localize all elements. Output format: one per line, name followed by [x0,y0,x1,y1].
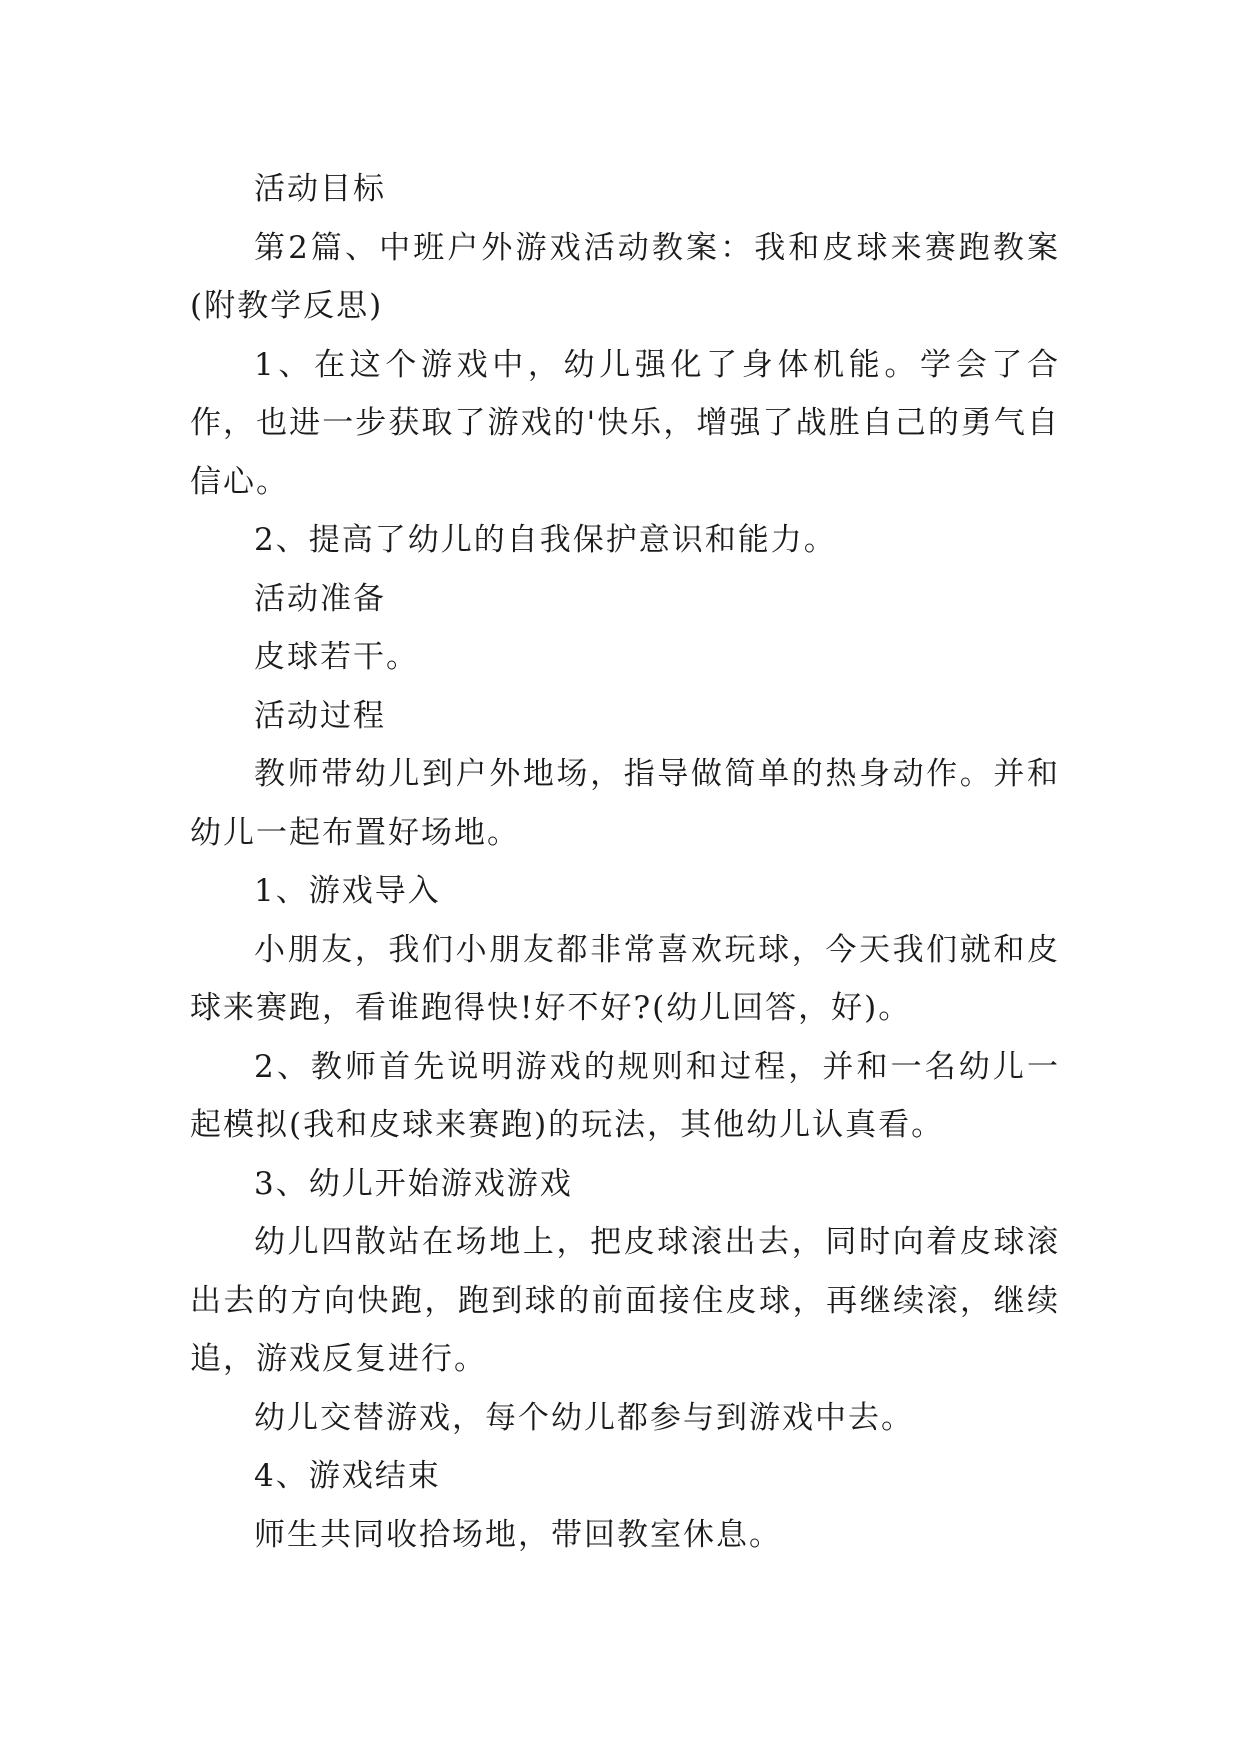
heading-activity-preparation: 活动准备 [254,580,386,617]
heading-activity-process: 活动过程 [254,697,386,734]
document-body [190,160,1060,1564]
step-1-heading: 1、游戏导入 [254,873,441,909]
step-3-text: 幼儿四散站在场地上，把皮球滚出去，同时向着皮球滚出去的方向快跑，跑到球的前面接住皮球，再继续滚，继续追，游戏反复进行。 [190,1224,1060,1377]
preparation-text: 皮球若干。 [254,639,419,675]
goal-item-2: 2、提高了幼儿的自我保护意识和能力。 [254,522,837,558]
step-2-text: 2、教师首先说明游戏的规则和过程，并和一名幼儿一起模拟(我和皮球来赛跑)的玩法，其他幼儿认真看。 [190,1048,1060,1143]
step-1-text: 小朋友，我们小朋友都非常喜欢玩球，今天我们就和皮球来赛跑，看谁跑得快!好不好?(幼儿回答，好)。 [190,931,1060,1026]
step-4-heading: 4、游戏结束 [254,1458,441,1494]
heading-activity-goals: 活动目标 [254,171,386,207]
goal-item-1: 1、在这个游戏中，幼儿强化了身体机能。学会了合作，也进一步获取了游戏的'快乐，增强了战胜自己的勇气自信心。 [190,346,1060,500]
step-3-heading: 3、幼儿开始游戏游戏 [254,1165,573,1202]
step-3-note: 幼儿交替游戏，每个幼儿都参与到游戏中去。 [254,1399,914,1436]
article-title: 第2篇、中班户外游戏活动教案：我和皮球来赛跑教案(附教学反思) [190,229,1060,324]
step-4-text: 师生共同收拾场地，带回教室休息。 [254,1516,782,1553]
process-intro: 教师带幼儿到户外地场，指导做简单的热身动作。并和幼儿一起布置好场地。 [190,756,1060,851]
